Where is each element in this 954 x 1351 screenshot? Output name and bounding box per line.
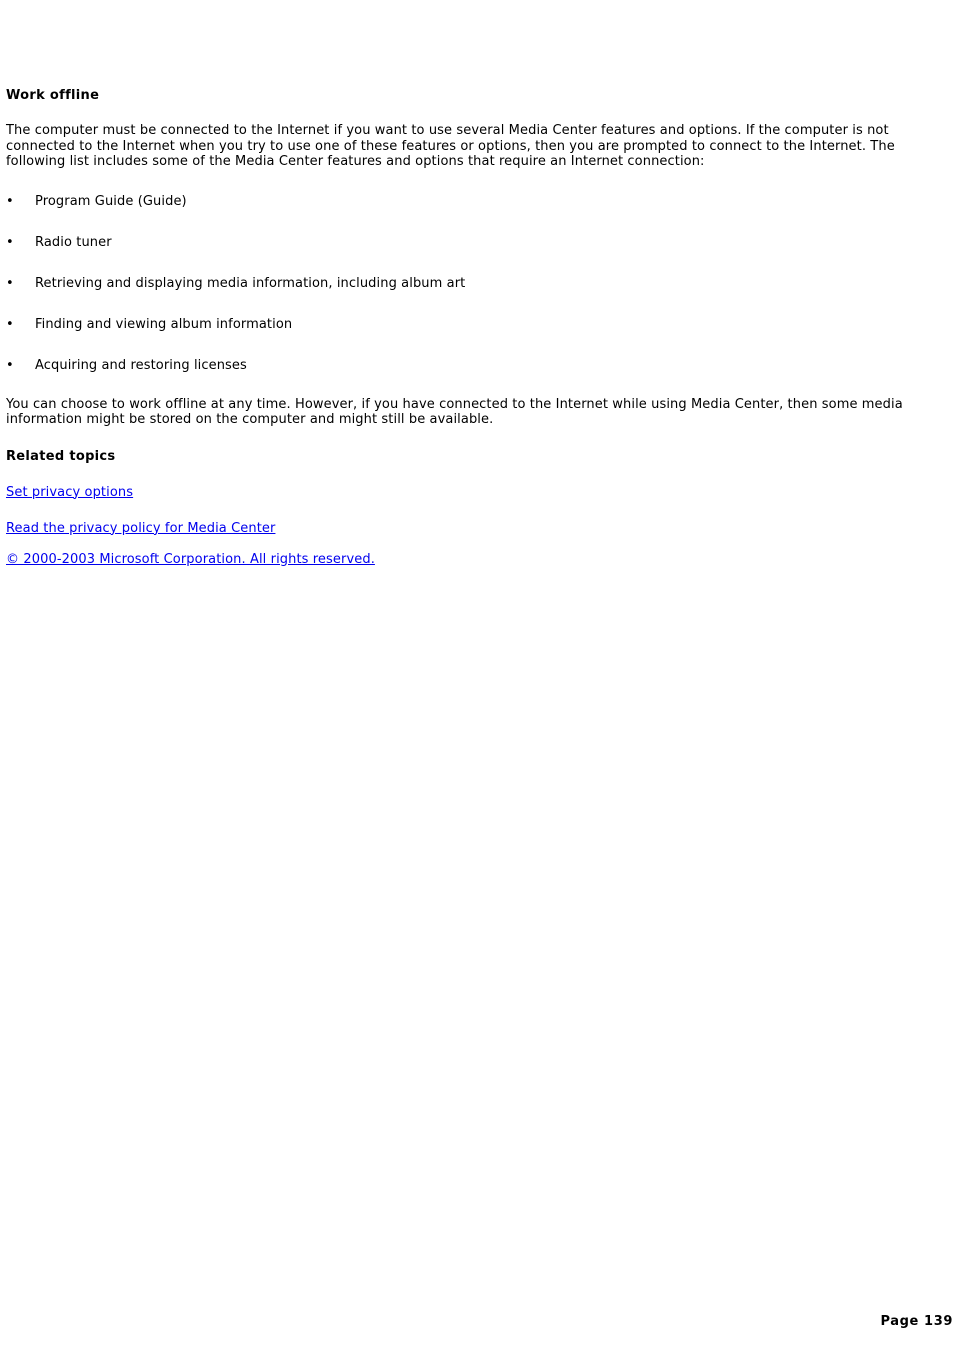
related-topics-heading: Related topics: [6, 448, 116, 464]
list-item-text: Acquiring and restoring licenses: [35, 357, 247, 373]
list-item: [6, 317, 946, 333]
page-number: Page 139: [880, 1314, 953, 1329]
bullet-icon: •: [6, 234, 14, 250]
privacy-policy-link[interactable]: Read the privacy policy for Media Center: [6, 520, 276, 536]
list-item-text: Retrieving and displaying media information, including album art: [35, 275, 466, 291]
list-item: [6, 235, 946, 251]
list-item-text: Radio tuner: [35, 234, 112, 250]
bullet-icon: •: [6, 275, 14, 291]
bullet-icon: •: [6, 316, 14, 332]
copyright-link[interactable]: © 2000-2003 Microsoft Corporation. All rights reserved.: [6, 551, 375, 567]
list-item: [6, 276, 946, 292]
bullet-icon: •: [6, 193, 14, 209]
section-heading: Work offline: [6, 88, 100, 103]
list-item-text: Program Guide (Guide): [35, 193, 187, 209]
offline-note-paragraph: You can choose to work offline at any time. However, if you have connected to the Internet while using Media Center, then some media information might be stored on the computer and might still be available.: [6, 396, 903, 427]
document-body: [6, 88, 946, 568]
list-item: [6, 194, 946, 210]
list-item-text: Finding and viewing album information: [35, 316, 293, 332]
intro-paragraph: The computer must be connected to the Internet if you want to use several Media Center features and options. If the computer is not connected to the Internet when you try to use one of these features or options, then you are prompted to connect to the Internet. The following list includes some of the Media Center features and options that require an Internet connection:: [6, 123, 895, 169]
set-privacy-options-link[interactable]: Set privacy options: [6, 484, 134, 500]
list-item: [6, 358, 946, 374]
bullet-icon: •: [6, 357, 14, 373]
feature-list: [6, 194, 946, 374]
